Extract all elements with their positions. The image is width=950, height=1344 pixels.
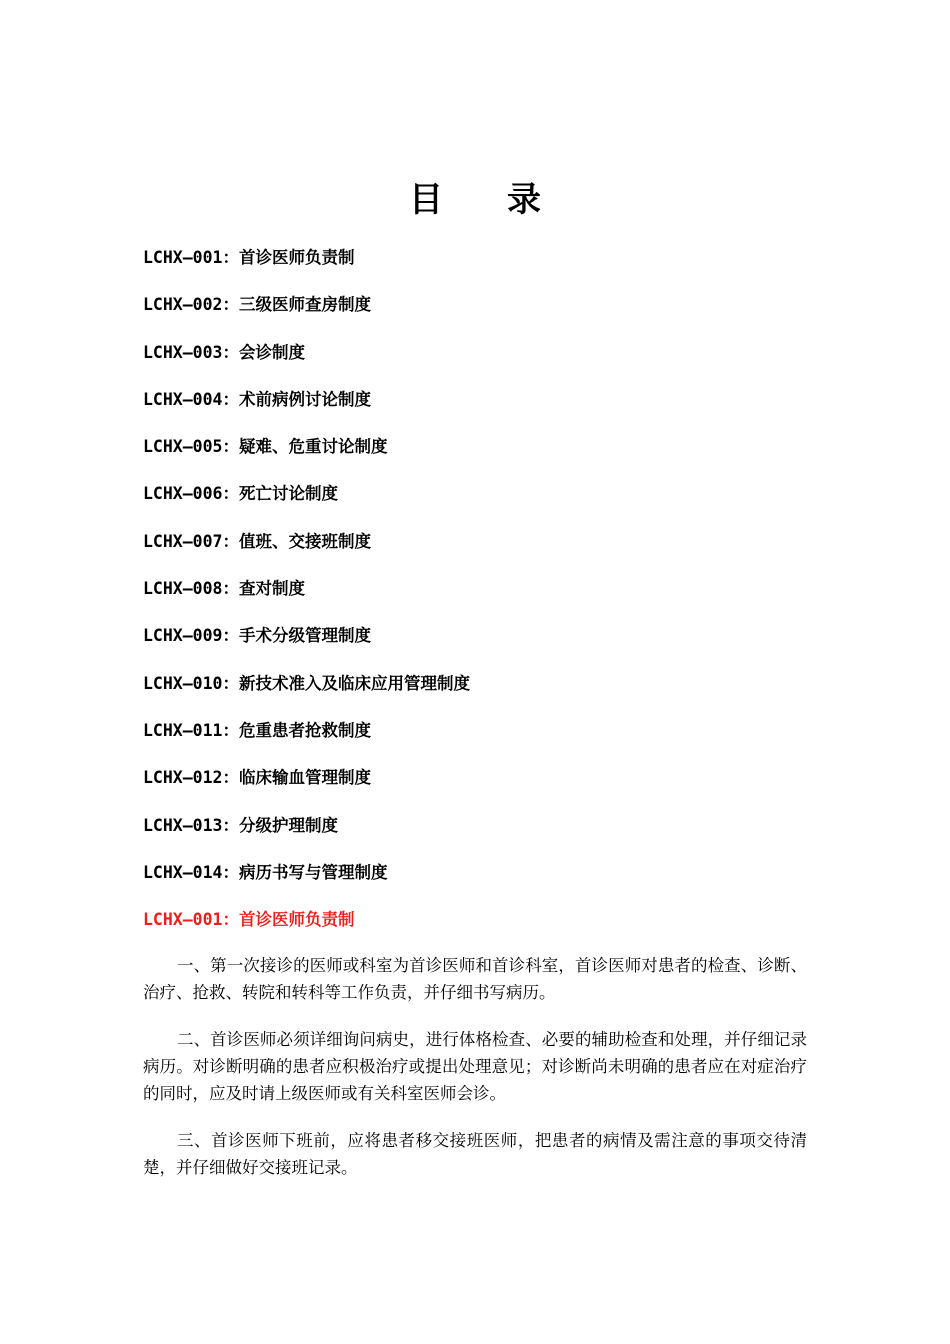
toc-item-002	[143, 291, 843, 338]
section-code: LCHX—001：	[143, 910, 239, 929]
toc-code: LCHX—010：	[143, 673, 239, 693]
section-title: 首诊医师负责制	[238, 910, 355, 929]
toc-item-011	[143, 717, 843, 764]
toc-item-013	[143, 812, 843, 859]
section-body	[143, 952, 807, 1201]
toc-code: LCHX—013：	[143, 815, 239, 835]
toc-code: LCHX—001：	[143, 248, 239, 267]
page-title: 目录	[409, 180, 605, 220]
toc-code: LCHX—008：	[143, 579, 239, 599]
toc-title: 死亡讨论制度	[238, 484, 338, 504]
toc-title: 临床输血管理制度	[238, 768, 371, 788]
toc-item-004	[143, 386, 843, 433]
toc-code: LCHX—014：	[143, 862, 239, 882]
toc-code: LCHX—005：	[143, 437, 239, 457]
toc-item-003	[143, 339, 843, 386]
toc-item-007	[143, 528, 843, 575]
toc-title: 分级护理制度	[238, 815, 338, 835]
toc-title: 新技术准入及临床应用管理制度	[238, 673, 470, 693]
toc-item-001	[143, 244, 843, 291]
table-of-contents	[143, 244, 843, 906]
toc-title: 查对制度	[238, 579, 305, 599]
toc-item-012	[143, 764, 843, 811]
toc-item-006	[143, 480, 843, 527]
toc-code: LCHX—012：	[143, 768, 239, 788]
section-heading	[143, 906, 354, 934]
toc-code: LCHX—004：	[143, 389, 239, 409]
toc-item-005	[143, 433, 843, 480]
toc-code: LCHX—003：	[143, 342, 239, 362]
toc-code: LCHX—002：	[143, 295, 239, 315]
paragraph-3: 三、首诊医师下班前，应将患者移交接班医师，把患者的病情及需注意的事项交待清楚，并仔细做好交接班记录。	[143, 1131, 807, 1177]
toc-code: LCHX—011：	[143, 720, 239, 740]
toc-title: 危重患者抢救制度	[238, 720, 371, 740]
toc-code: LCHX—006：	[143, 484, 239, 504]
toc-code: LCHX—007：	[143, 531, 239, 551]
toc-title: 首诊医师负责制	[238, 248, 355, 267]
toc-title: 疑难、危重讨论制度	[238, 437, 388, 457]
toc-code: LCHX—009：	[143, 626, 239, 646]
paragraph-2: 二、首诊医师必须详细询问病史，进行体格检查、必要的辅助检查和处理，并仔细记录病历。对诊断明确的患者应积极治疗或提出处理意见；对诊断尚未明确的患者应在对症治疗的同时，应及时请上级医师或有关科室医师会诊。	[143, 1030, 807, 1103]
toc-title: 会诊制度	[238, 342, 305, 362]
toc-item-009	[143, 622, 843, 669]
toc-title: 手术分级管理制度	[238, 626, 371, 646]
toc-title: 病历书写与管理制度	[238, 862, 388, 882]
toc-title: 值班、交接班制度	[238, 531, 371, 551]
toc-item-008	[143, 575, 843, 622]
paragraph-1: 一、第一次接诊的医师或科室为首诊医师和首诊科室，首诊医师对患者的检查、诊断、治疗、抢救、转院和转科等工作负责，并仔细书写病历。	[143, 956, 807, 1002]
toc-item-014	[143, 859, 843, 906]
toc-title: 术前病例讨论制度	[238, 389, 371, 409]
toc-item-010	[143, 670, 843, 717]
toc-title: 三级医师查房制度	[238, 295, 371, 315]
